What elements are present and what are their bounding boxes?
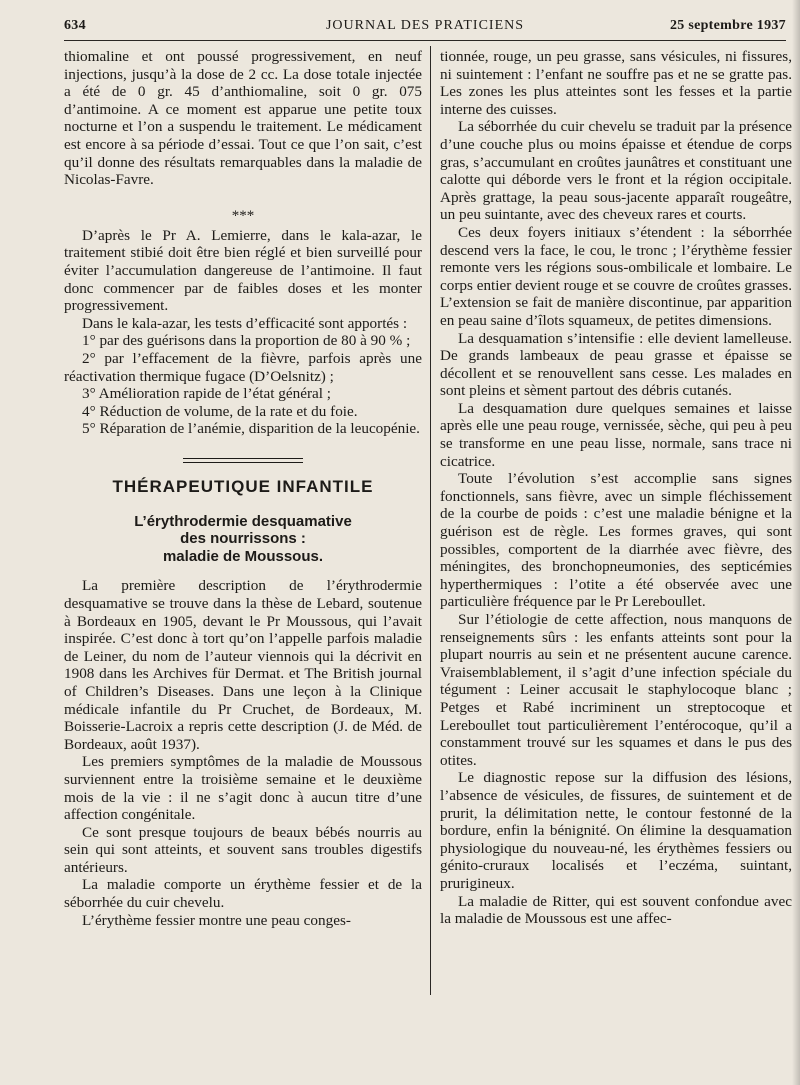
section-title: THÉRAPEUTIQUE INFANTILE	[112, 476, 374, 496]
test-item-5: 5° Réparation de l’anémie, disparition de la leucopénie.	[82, 420, 420, 438]
seborrhee-paragraph: La séborrhée du cuir chevelu se traduit par la présence d’une couche plus ou moins épaisse et étendue de corps gras, s’accumulant en croûtes jaunâtres et constituant une calotte qui déborde vers le front et la région occipitale. Après grattage, la peau sous-jacente apparaît rougeâtre, un peu suintante, avec des cheveux rares et courts.	[440, 118, 792, 224]
column-divider	[430, 46, 431, 995]
asterism-separator: ***	[231, 207, 255, 224]
erytheme-fessier-paragraph: L’érythème fessier montre une peau conges-	[82, 911, 351, 929]
page-edge-shadow	[792, 0, 800, 1085]
article-title-line-1: L’érythrodermie desquamative	[134, 512, 352, 530]
journal-title: JOURNAL DES PRATICIENS	[325, 18, 525, 33]
evolution-paragraph: Toute l’évolution s’est accomplie sans signes fonctionnels, sans fièvre, avec un simple fléchissement de la courbe de poids : c’est une maladie bénigne et la guérison est de règle. Les formes graves, qui sont possibles, comportent de la diarrhée avec fièvre, des méningites, des bronchopneumonies, des septicémies hyperthermiques : l’otite a été observée avec une particulière fréquence par le Pr Lereboullet.	[440, 470, 792, 611]
duree-paragraph: La desquamation dure quelques semaines et laisse après elle une peau rouge, vernissée, sèche, qui peu à peu se transforme en une peau lisse, normale, sans trace ni cicatrice.	[440, 399, 792, 470]
right-column	[440, 48, 792, 928]
first-symptoms-paragraph: Les premiers symptômes de la maladie de Moussous surviennent entre la troisième semaine et le deuxième mois de la vie : il ne s’agit donc à aucun titre d’une affection congénitale.	[64, 753, 422, 824]
efficacy-tests-paragraph: Dans le kala-azar, les tests d’efficacité sont apportés :	[82, 314, 408, 332]
test-item-1: 1° par des guérisons dans la proportion de 80 à 90 % ;	[82, 332, 411, 350]
first-description-paragraph: La première description de l’érythrodermie desquamative se trouve dans la thèse de Lebard, soutenue à Bordeaux en 1905, devant le Pr Moussous, qui l’avait inspirée. C’est donc à tort qu’on l’appelle parfois maladie de Leiner, du nom de l’auteur viennois qui la décrivit en 1908 dans les Archives für Dermat. et The British journal of Children’s Diseases. Dans une leçon à la Clinique médicale infantile du Pr Cruchet, de Bordeaux, M. Boisserie-Lacroix a repris cette description (J. de Méd. de Bordeaux, août 1937).	[64, 577, 422, 753]
page-number: 634	[64, 18, 86, 33]
left-column	[64, 48, 422, 929]
lemierre-paragraph: D’après le Pr A. Lemierre, dans le kala-azar, le traitement stibié doit être bien réglé et bien surveillé pour éviter l’accumulation dangereuse de l’antimoine. Il faut donc commencer par de faibles doses et les monter progressivement.	[64, 226, 422, 315]
test-item-4: 4° Réduction de volume, de la rate et du foie.	[82, 402, 358, 420]
article-title-line-3: maladie de Moussous.	[162, 547, 324, 565]
etiologie-paragraph: Sur l’étiologie de cette affection, nous manquons de renseignements sûrs : les enfants atteints sont pour la plupart nourris au sein et ne présentent aucune carence. Vraisemblablement, il s’agit d’une infection spéciale du tégument : Leiner accusait le staphylocoque blanc ; Petges et Rabé incriminent un streptocoque et Lereboullet tout particulièrement l’entérocoque, qu’il a constamment trouvé sur les squames et dans le pus des otites.	[440, 611, 792, 769]
right-continuation-paragraph: tionnée, rouge, un peu grasse, sans vésicules, ni fissures, ni suintement : l’enfant ne souffre pas et ne se gratte pas. Les zones les plus atteintes sont les fesses et la partie interne des cuisses.	[440, 48, 792, 118]
left-continuation-paragraph: thiomaline et ont poussé progressivement, en neuf injections, jusqu’à la dose de 2 cc. La dose totale injectée a été de 0 gr. 45 d’anthiomaline, soit 0 gr. 075 d’antimoine. A ce moment est apparue une petite toux nocturne et l’on a suspendu le traitement. Le médicament est encore à sa période d’essai. Tout ce que l’on sait, c’est qu’il donne des résultats remarquables dans la maladie de Nicolas-Favre.	[64, 48, 422, 189]
ritter-paragraph: La maladie de Ritter, qui est souvent confondue avec la maladie de Moussous est une affec-	[440, 892, 792, 928]
header-rule	[64, 40, 786, 41]
test-item-2: 2° par l’effacement de la fièvre, parfois après une réactivation thermique fugace (D’Oelsnitz) ;	[64, 349, 422, 385]
test-item-3: 3° Amélioration rapide de l’état général ;	[82, 385, 331, 403]
article-title-line-2: des nourrissons :	[180, 530, 306, 548]
diagnostic-paragraph: Le diagnostic repose sur la diffusion des lésions, l’absence de vésicules, de fissures, de suintement et de prurit, la délimitation nette, le contour festonné de la bordure, enfin la bénignité. On élimine la desquamation physiologique du nouveau-né, les érythèmes fessiers ou génito-cruraux localisés et l’eczéma, suintant, prurigineux.	[440, 769, 792, 892]
maladie-comporte-paragraph: La maladie comporte un érythème fessier et de la séborrhée du cuir chevelu.	[64, 876, 422, 912]
desquamation-paragraph: La desquamation s’intensifie : elle devient lamelleuse. De grands lambeaux de peau grasse et épaisse se décollent et se renouvellent sans cesse. Les malades en sont pleins et sèment partout des débris cutanés.	[440, 329, 792, 400]
foyers-paragraph: Ces deux foyers initiaux s’étendent : la séborrhée descend vers la face, le cou, le tronc ; l’érythème fessier remonte vers les régions sous-ombilicale et lombaire. Le corps entier devient rouge et se couvre de croûtes grasses. L’extension se fait de manière discontinue, par apparition en peau saine d’îlots squameux, de petites dimensions.	[440, 223, 792, 329]
beaux-bebes-paragraph: Ce sont presque toujours de beaux bébés nourris au sein qui sont atteints, et souvent sans troubles digestifs antérieurs.	[64, 823, 422, 876]
article-title	[64, 513, 422, 566]
issue-date: 25 septembre 1937	[669, 18, 786, 33]
page-header	[64, 14, 786, 38]
section-double-rule	[183, 458, 303, 463]
